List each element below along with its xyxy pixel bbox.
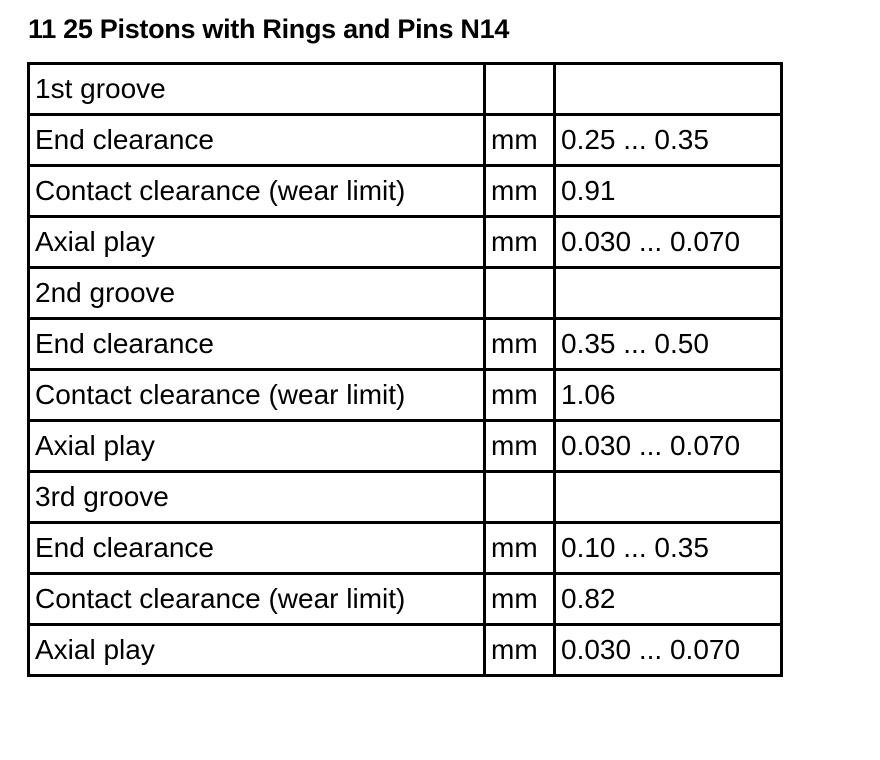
row-value-cell: 0.35 ... 0.50	[555, 319, 782, 370]
row-unit-cell	[485, 64, 555, 115]
row-label-cell: Axial play	[29, 217, 485, 268]
table-row	[29, 472, 782, 523]
row-value-cell: 0.030 ... 0.070	[555, 625, 782, 676]
row-value-cell	[555, 268, 782, 319]
row-value-cell	[555, 472, 782, 523]
row-label-cell: End clearance	[29, 523, 485, 574]
table-row	[29, 115, 782, 166]
row-unit-cell: mm	[485, 166, 555, 217]
table-row	[29, 370, 782, 421]
row-label-cell: Axial play	[29, 625, 485, 676]
row-unit-cell: mm	[485, 625, 555, 676]
table-row	[29, 64, 782, 115]
table-row	[29, 268, 782, 319]
row-unit-cell	[485, 268, 555, 319]
row-label-cell: End clearance	[29, 319, 485, 370]
row-label-cell: 3rd groove	[29, 472, 485, 523]
row-value-cell: 0.10 ... 0.35	[555, 523, 782, 574]
table-row	[29, 625, 782, 676]
row-label-cell: End clearance	[29, 115, 485, 166]
row-value-cell	[555, 64, 782, 115]
row-value-cell: 0.030 ... 0.070	[555, 217, 782, 268]
row-label-cell: 1st groove	[29, 64, 485, 115]
row-value-cell: 0.25 ... 0.35	[555, 115, 782, 166]
row-unit-cell: mm	[485, 370, 555, 421]
row-value-cell: 0.82	[555, 574, 782, 625]
row-value-cell: 0.91	[555, 166, 782, 217]
specification-table	[27, 62, 783, 677]
row-label-cell: Contact clearance (wear limit)	[29, 166, 485, 217]
row-unit-cell: mm	[485, 523, 555, 574]
table-row	[29, 319, 782, 370]
row-unit-cell: mm	[485, 217, 555, 268]
row-label-cell: 2nd groove	[29, 268, 485, 319]
row-unit-cell: mm	[485, 115, 555, 166]
table-row	[29, 421, 782, 472]
row-unit-cell: mm	[485, 319, 555, 370]
row-unit-cell	[485, 472, 555, 523]
table-row	[29, 166, 782, 217]
table-row	[29, 574, 782, 625]
row-value-cell: 0.030 ... 0.070	[555, 421, 782, 472]
row-label-cell: Contact clearance (wear limit)	[29, 370, 485, 421]
row-label-cell: Axial play	[29, 421, 485, 472]
row-label-cell: Contact clearance (wear limit)	[29, 574, 485, 625]
page-title: 11 25 Pistons with Rings and Pins N14	[28, 14, 510, 44]
row-unit-cell: mm	[485, 574, 555, 625]
row-unit-cell: mm	[485, 421, 555, 472]
table-row	[29, 523, 782, 574]
row-value-cell: 1.06	[555, 370, 782, 421]
table-row	[29, 217, 782, 268]
